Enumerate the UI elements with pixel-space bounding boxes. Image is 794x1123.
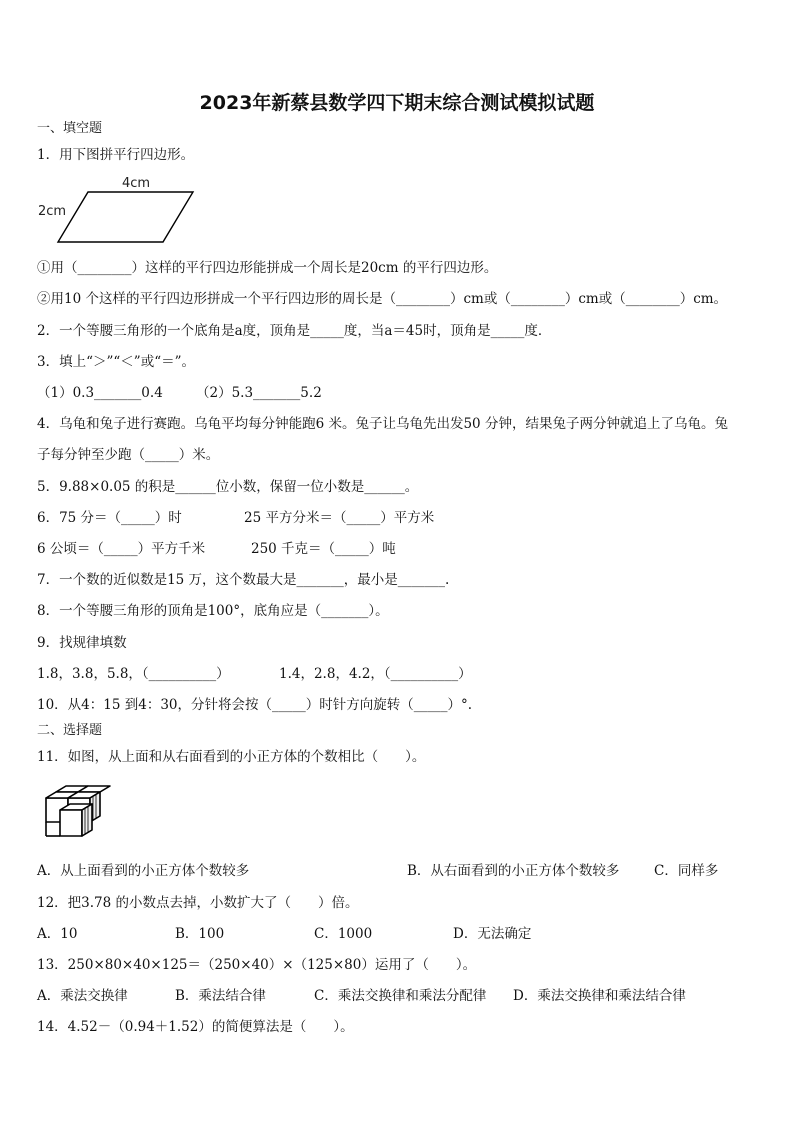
question-12-option-c: C．1000 <box>314 926 373 942</box>
question-9-a: 1.8，3.8，5.8，（__________） <box>37 666 230 682</box>
question-12-stem: 12．把3.78 的小数点去掉，小数扩大了（ ）倍。 <box>37 895 359 911</box>
question-6-c: 6 公顷＝（_____）平方千米 <box>37 541 206 557</box>
section-heading-choice: 二、选择题 <box>37 723 103 738</box>
question-12-option-b: B．100 <box>175 926 225 942</box>
question-3-part-1: （1）0.3_______0.4 <box>37 385 163 401</box>
question-13-option-a: A．乘法交换律 <box>37 988 128 1004</box>
front-cube-side <box>82 804 92 836</box>
question-6-d: 250 千克＝（_____）吨 <box>251 541 396 557</box>
question-10: 10．从4：15 到4：30，分针将会按（_____）时针方向旋转（_____）°. <box>37 697 473 713</box>
question-1-part-2: ②用10 个这样的平行四边形拼成一个平行四边形的周长是（________）cm或（________）cm或（________）cm。 <box>37 291 728 307</box>
question-9-stem: 9．找规律填数 <box>37 635 127 651</box>
question-12-option-a: A．10 <box>37 926 78 942</box>
cube-stack-figure <box>40 782 116 844</box>
question-2: 2．一个等腰三角形的一个底角是a度，顶角是_____度，当a＝45时，顶角是_____度． <box>37 323 552 339</box>
question-11-option-b: B．从右面看到的小正方体个数较多 <box>407 863 620 879</box>
parallelogram-shape <box>58 192 193 242</box>
question-5: 5．9.88×0.05 的积是______位小数，保留一位小数是______。 <box>37 479 419 495</box>
question-14: 14．4.52－（0.94＋1.52）的简便算法是（ ）。 <box>37 1019 354 1035</box>
section-heading-fill-blank: 一、填空题 <box>37 121 103 136</box>
question-11-stem: 11．如图，从上面和从右面看到的小正方体的个数相比（ ）。 <box>37 749 426 765</box>
question-8: 8．一个等腰三角形的顶角是100°，底角应是（_______）。 <box>37 603 389 619</box>
parallelogram-left-label: 2cm <box>38 204 67 219</box>
question-3-stem: 3．填上“＞”“＜”或“＝”。 <box>37 354 195 370</box>
question-1-part-1: ①用（________）这样的平行四边形能拼成一个周长是20cm 的平行四边形。 <box>37 260 498 276</box>
question-12-option-d: D．无法确定 <box>453 926 532 942</box>
question-3-part-2: （2）5.3_______5.2 <box>196 385 322 401</box>
question-11-option-c: C．同样多 <box>654 863 719 879</box>
question-11-option-a: A．从上面看到的小正方体个数较多 <box>37 863 250 879</box>
parallelogram-figure <box>30 172 210 246</box>
question-13-option-c: C．乘法交换律和乘法分配律 <box>314 988 487 1004</box>
page-title: 2023年新蔡县数学四下期末综合测试模拟试题 <box>199 92 595 114</box>
parallelogram-top-label: 4cm <box>122 176 151 191</box>
question-9-b: 1.4，2.8，4.2，（__________） <box>279 666 472 682</box>
question-4-line-2: 子每分钟至少跑（_____）米。 <box>37 447 220 463</box>
question-4-line-1: 4．乌龟和兔子进行赛跑。乌龟平均每分钟能跑6 米。兔子让乌龟先出发50 分钟，结果兔子两分钟就追上了乌龟。兔 <box>37 416 728 432</box>
question-7: 7．一个数的近似数是15 万，这个数最大是_______，最小是_______. <box>37 572 450 588</box>
question-13-option-d: D．乘法交换律和乘法结合律 <box>513 988 686 1004</box>
question-13-stem: 13．250×80×40×125＝（250×40）×（125×80）运用了（ ）。 <box>37 957 477 973</box>
question-13-option-b: B．乘法结合律 <box>175 988 266 1004</box>
question-1-stem: 1．用下图拼平行四边形。 <box>37 147 195 163</box>
front-cube-front <box>60 810 82 836</box>
question-6-a: 6．75 分＝（_____）时 <box>37 510 182 526</box>
question-6-b: 25 平方分米＝（_____）平方米 <box>244 510 435 526</box>
